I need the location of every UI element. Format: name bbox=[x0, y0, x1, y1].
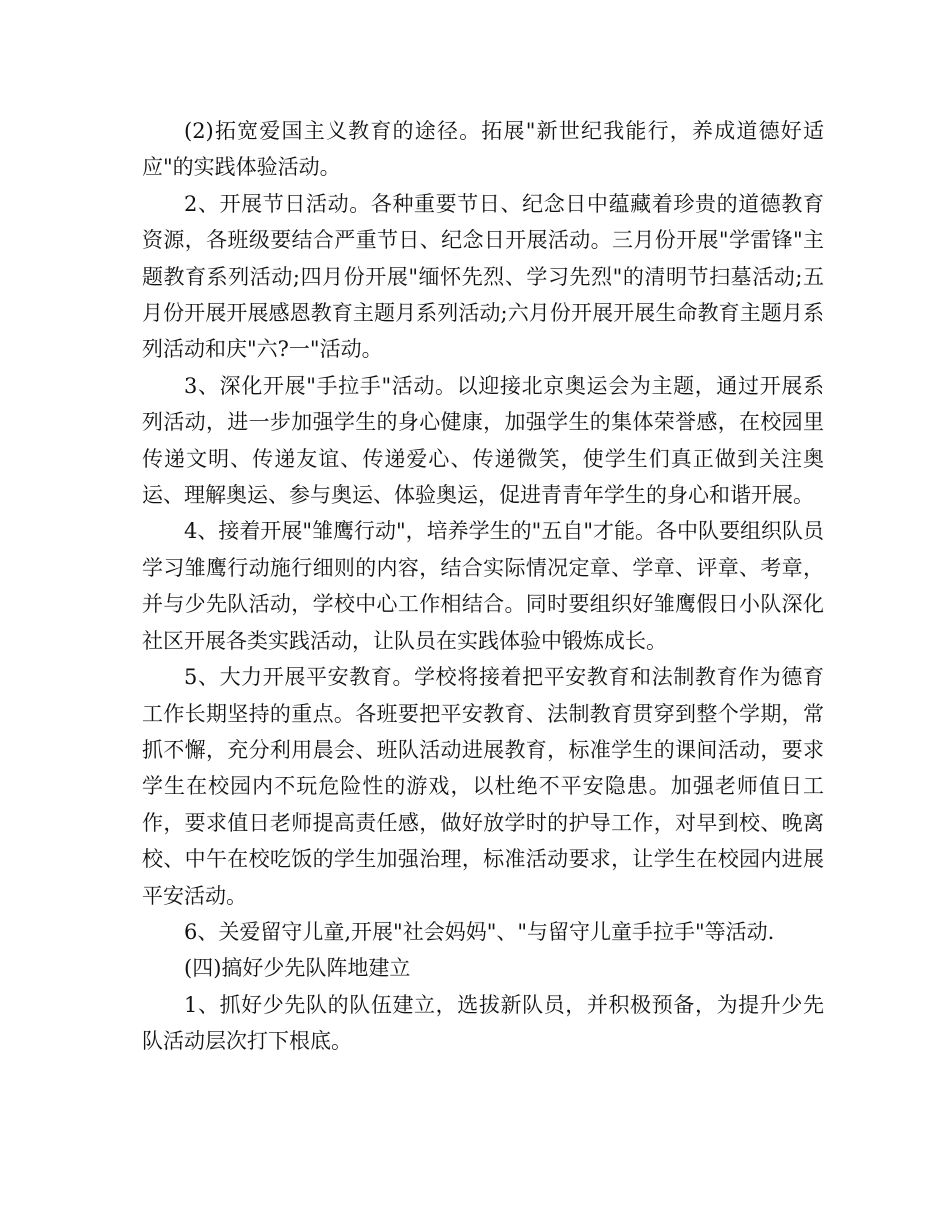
paragraph-holiday-activities: 2、开展节日活动。各种重要节日、纪念日中蕴藏着珍贵的道德教育资源，各班级要结合严重节日、纪念日开展活动。三月份开展"学雷锋"主题教育系列活动;四月份开展"缅怀先烈、学习先烈"的清明节扫墓活动;五月份开展开展感恩教育主题月系列活动;六月份开展开展生命教育主题月系列活动和庆"六?一"活动。 bbox=[142, 191, 824, 362]
paragraph-patriotic-education: (2)拓宽爱国主义教育的途径。拓展"新世纪我能行，养成道德好适应"的实践体验活动。 bbox=[142, 119, 824, 180]
section-heading-young-pioneers: (四)搞好少先队阵地建立 bbox=[184, 956, 411, 981]
paragraph-safety-education: 5、大力开展平安教育。学校将接着把平安教育和法制教育作为德育工作长期坚持的重点。各班要把平安教育、法制教育贯穿到整个学期，常抓不懈，充分利用晨会、班队活动进展教育，标准学生的课间活动，要求学生在校园内不玩危险性的游戏，以杜绝不平安隐患。加强老师值日工作，要求值日老师提高责任感，做好放学时的护导工作，对早到校、晚离校、中午在校吃饭的学生加强治理，标准活动要求，让学生在校园内进展平安活动。 bbox=[142, 665, 824, 908]
paragraph-eagle-action: 4、接着开展"雏鹰行动"，培养学生的"五自"才能。各中队要组织队员学习雏鹰行动施行细则的内容，结合实际情况定章、学章、评章、考章，并与少先队活动，学校中心工作相结合。同时要组织好雏鹰假日小队深化社区开展各类实践活动，让队员在实践体验中锻炼成长。 bbox=[142, 519, 824, 653]
paragraph-team-building: 1、抓好少先队的队伍建立，选拔新队员，并积极预备，为提升少先队活动层次打下根底。 bbox=[142, 992, 824, 1054]
paragraph-hand-in-hand: 3、深化开展"手拉手"活动。以迎接北京奥运会为主题，通过开展系列活动，进一步加强学生的身心健康，加强学生的集体荣誉感，在校园里传递文明、传递友谊、传递爱心、传递微笑，使学生们真正做到关注奥运、理解奥运、参与奥运、体验奥运，促进青青年学生的身心和谐开展。 bbox=[142, 373, 824, 508]
document-page bbox=[142, 113, 824, 1060]
paragraph-left-behind-children: 6、关爱留守儿童,开展"社会妈妈"、"与留守儿童手拉手"等活动. bbox=[184, 919, 775, 944]
